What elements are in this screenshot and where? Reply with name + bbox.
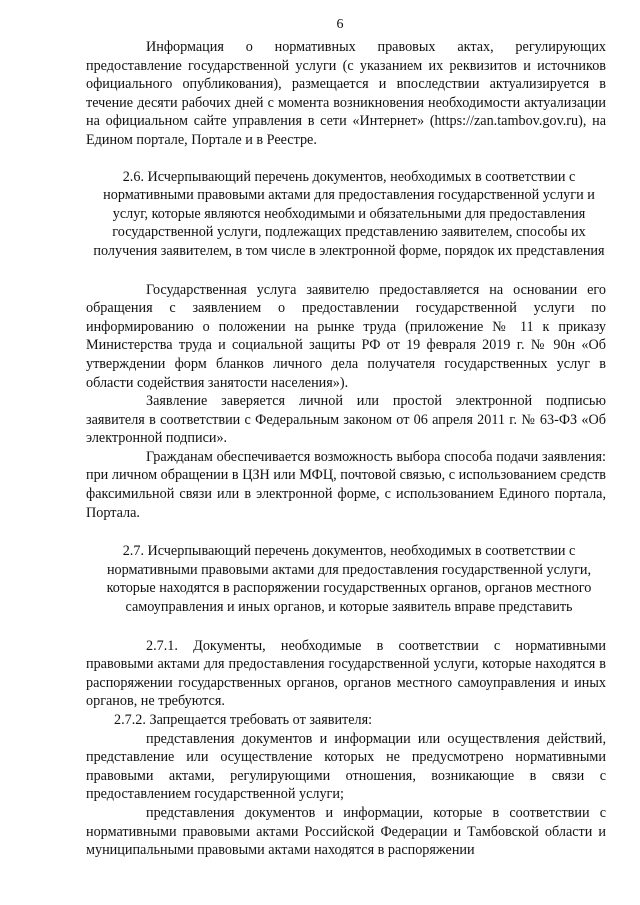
paragraph-application-basis: Государственная услуга заявителю предоставляется на основании его обращения с заявлением о предоставлении государственной услуги по информированию о положении на рынке труда (приложение № 11 к приказу Министерства труда и социальной защиты РФ от 19 февраля 2019 г. № 90н «Об утверждении форм бланков личного дела получателя государственных услуг в области содействия занятости населения»). <box>86 281 606 391</box>
paragraph-prohibition-actions: представления документов и информации или осуществления действий, представление или осуществление которых не предусмотрено нормативными правовыми актами, регулирующими отношения, возникающие в связи с предоставлением государственной услуги; <box>86 730 606 803</box>
section-heading-2-7: 2.7. Исчерпывающий перечень документов, необходимых в соответствии с нормативными правовыми актами для предоставления государственной услуги, которые находятся в распоряжении государственных органов, органов местного самоуправления и иных органов, и которые заявитель вправе представить <box>106 543 592 616</box>
paragraph-2-7-2: 2.7.2. Запрещается требовать от заявителя: <box>114 712 373 728</box>
paragraph-signature: Заявление заверяется личной или простой электронной подписью заявителя в соответствии с Федеральным законом от 06 апреля 2011 г. № 63-ФЗ «Об электронной подписи». <box>86 393 606 447</box>
paragraph-submission-methods: Гражданам обеспечивается возможность выбора способа подачи заявления: при личном обращении в ЦЗН или МФЦ, почтовой связью, с использованием средств факсимильной связи или в электронной форме, с использованием Единого портала, Портала. <box>86 448 606 521</box>
paragraph-2-7-1: 2.7.1. Документы, необходимые в соответствии с нормативными правовыми актами для предоставления государственной услуги, которые находятся в распоряжении государственных органов, органов местного самоуправления и иных органов, не требуются. <box>86 637 606 710</box>
paragraph-legal-acts-info: Информация о нормативных правовых актах, регулирующих предоставление государственной услуги (с указанием их реквизитов и источников официального опубликования), размещается и впоследствии актуализируется в течение десяти рабочих дней с момента возникновения необходимости актуализации на официальном сайте управления в сети «Интернет» (https://zan.tambov.gov.ru), на Едином портале, Портале и в Реестре. <box>86 39 606 148</box>
page-number: 6 <box>336 17 344 32</box>
section-heading-2-6: 2.6. Исчерпывающий перечень документов, необходимых в соответствии с нормативными правовыми актами для предоставления государственной услуги и услуг, которые являются необходимыми и обязательными для предоставления государственной услуги, подлежащих представлению заявителем, способы их получения заявителем, в том числе в электронной форме, порядок их представления <box>93 168 605 259</box>
paragraph-prohibition-documents: представления документов и информации, которые в соответствии с нормативными правовыми актами Российской Федерации и Тамбовской области и муниципальными правовыми актами находятся в распоряжении <box>86 804 606 859</box>
